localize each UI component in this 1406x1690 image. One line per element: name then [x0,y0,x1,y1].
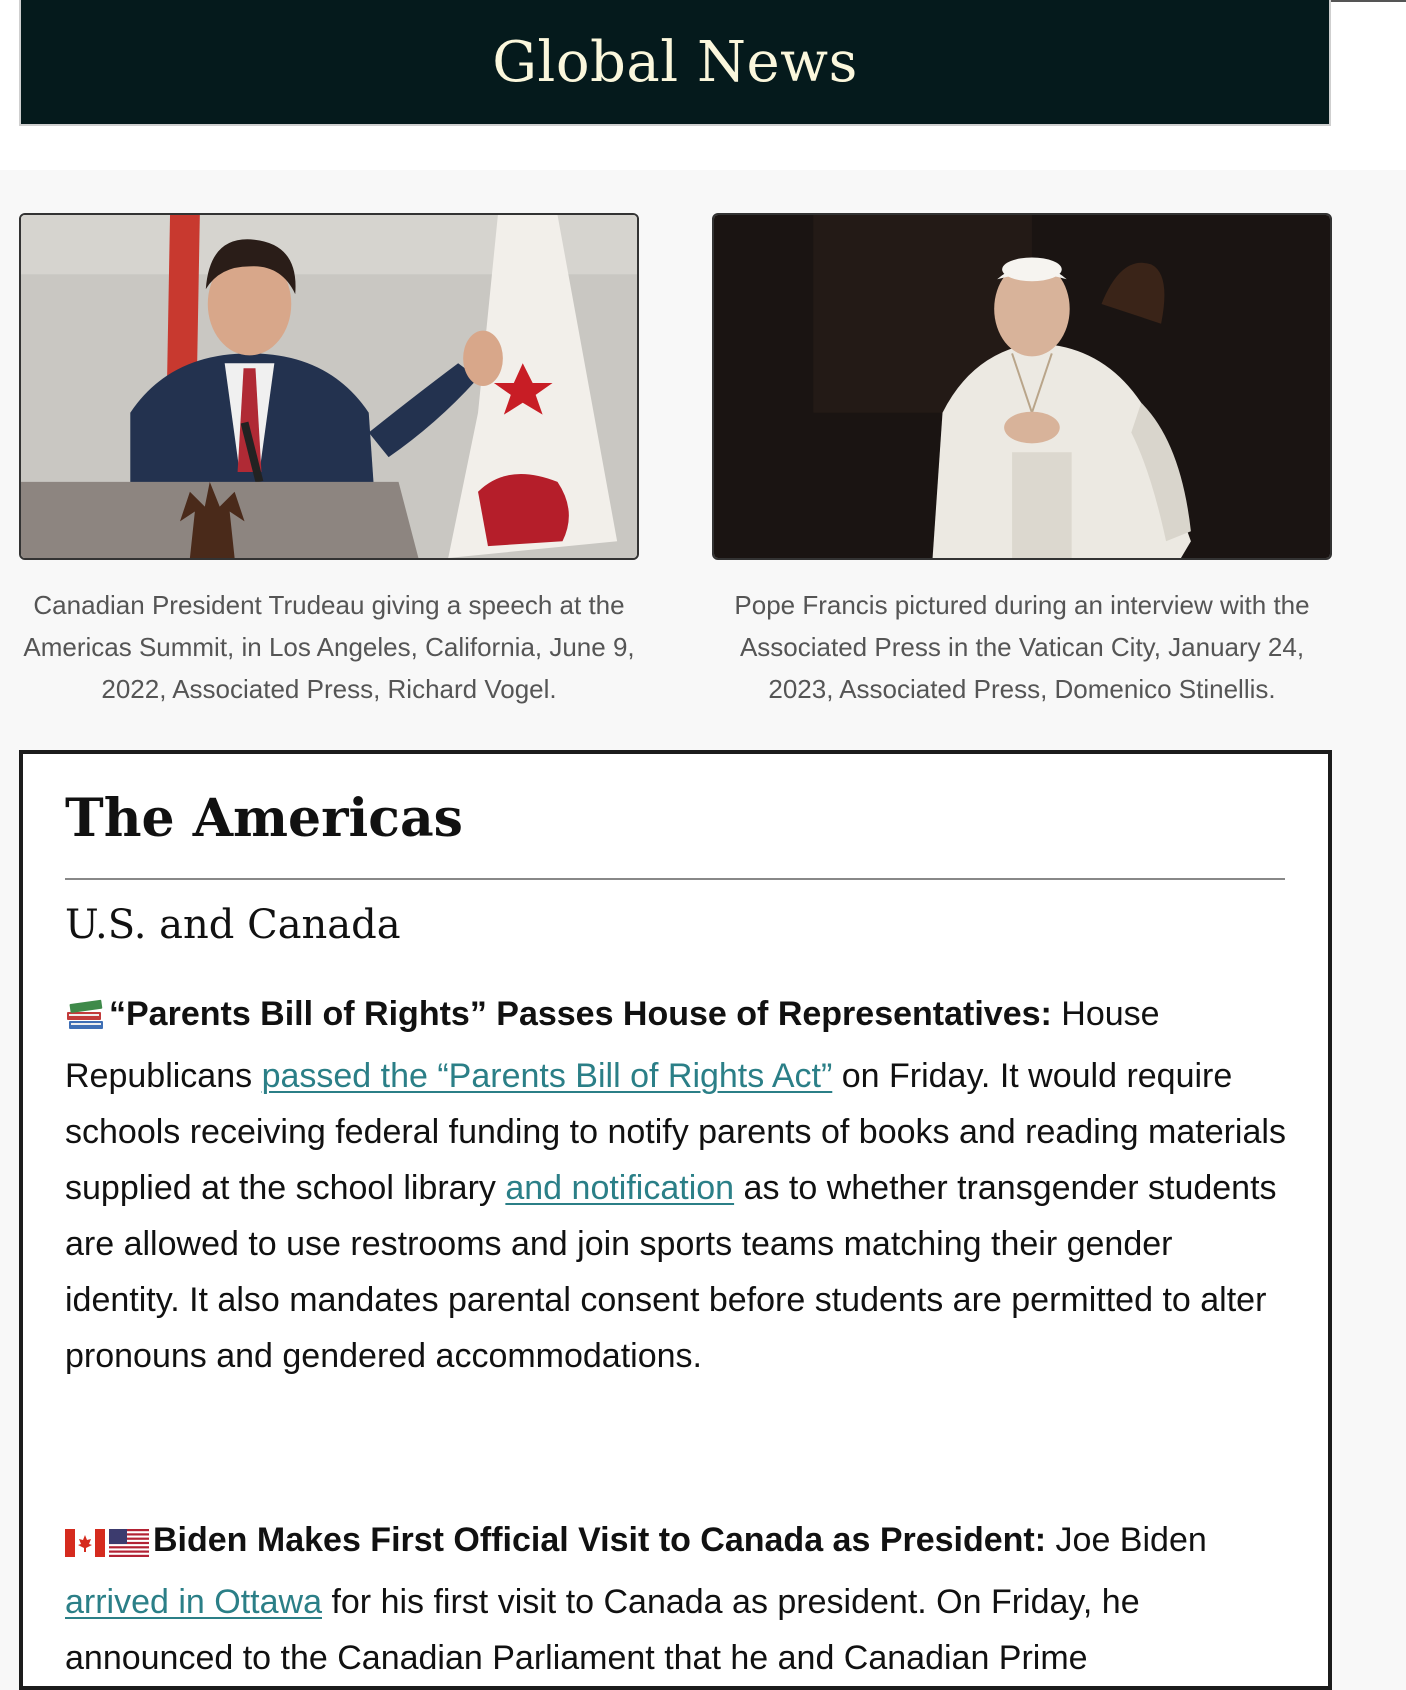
photo-pope-francis [712,213,1332,560]
link-and-notification[interactable]: and notification [505,1169,735,1207]
photo-caption: Canadian President Trudeau giving a speech at the Americas Summit, in Los Angeles, California, June 9, 2022, Associated Press, Richard Vogel. [23,590,635,704]
site-header [19,0,1331,126]
books-icon [65,992,105,1048]
top-divider [1331,0,1406,2]
section-divider [65,878,1285,880]
canada-flag-icon [65,1518,105,1574]
news-item [65,1512,1295,1686]
section-card-americas [19,750,1332,1690]
news-text: Joe Biden [1046,1521,1207,1559]
news-item [65,986,1295,1384]
site-title: Global News [492,29,858,95]
section-title: The Americas [65,788,463,849]
photo-caption: Pope Francis pictured during an interview with the Associated Press in the Vatican City, January 24, 2023, Associated Press, Domenico Stinellis. [734,590,1310,704]
news-headline: Biden Makes First Official Visit to Canada as President: [153,1521,1047,1559]
section-subtitle: U.S. and Canada [65,902,401,948]
news-text: House Republicans [65,995,1160,1095]
photo-trudeau [19,213,639,560]
news-text: as to whether transgender students are allowed to use restrooms and join sports teams matching their gender identity. It also mandates parental consent before students are permitted to alter pronouns and gendered accommodations. [65,1169,1277,1375]
link-arrived-in-ottawa[interactable]: arrived in Ottawa [65,1583,322,1621]
news-headline: “Parents Bill of Rights” Passes House of Representatives: [109,995,1052,1033]
news-text: for his first visit to Canada as president. On Friday, he announced to the Canadian Parliament that he and Canadian Prime [65,1583,1140,1677]
news-text: on Friday. It would require schools receiving federal funding to notify parents of books and reading materials supplied at the school library [65,1057,1286,1207]
us-flag-icon [109,1518,149,1574]
link-parents-bill-of-rights[interactable]: passed the “Parents Bill of Rights Act” [261,1057,833,1095]
